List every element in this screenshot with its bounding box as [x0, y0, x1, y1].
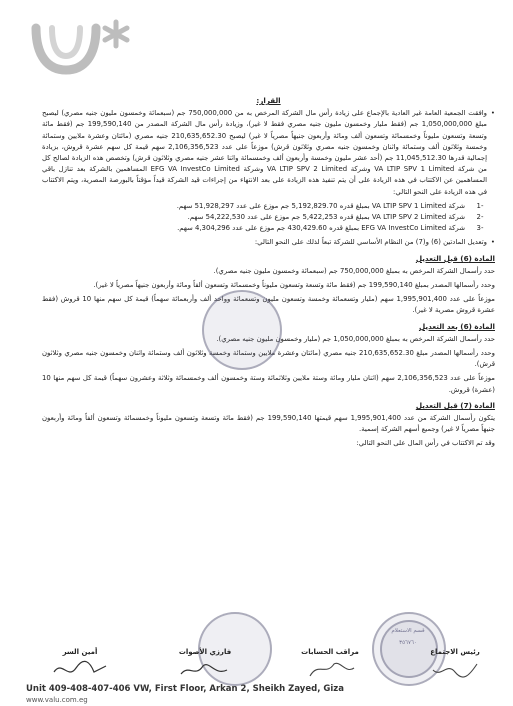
- signature-block-secretary: [40, 648, 120, 680]
- item-text: شركة VA LTIP SPV 2 Limited بمبلغ قدره 5,422,253 جم موزع على عدد 54,222,530 سهم.: [187, 213, 465, 222]
- signature-label: فارزي الأصوات: [178, 648, 232, 656]
- amendment-paragraph: • وتعديل المادتين (6) و(7) من النظام الأساسي للشركة تبعاً لذلك على النحو التالي:: [42, 237, 495, 248]
- article7-before-heading: المادة (7) قبل التعديل: [415, 400, 495, 410]
- item-number: -1: [476, 201, 484, 210]
- article6-after-line: موزعاً على عدد 2,106,356,523 سهم (اثنان مليار ومائة وستة ملايين وثلاثمائة وستة وخمسون ألف وخمسمائة وثلاثة وعشرون سهماً) قيمة كل سهم منها 10 (عشرة) قروش.: [42, 374, 495, 394]
- stamp-text: ٣٥٦٧٦٠: [399, 640, 417, 646]
- signature-label: أمين السر: [62, 648, 98, 656]
- list-item: [42, 223, 495, 234]
- valu-logo: [28, 14, 138, 84]
- handwritten-signature: [300, 658, 360, 680]
- signature-block-vote-counter: [165, 648, 245, 680]
- article6-before-heading: المادة (6) قبل التعديل: [415, 253, 495, 263]
- company-stamp: [202, 290, 282, 370]
- article7-before-line: يتكون رأسمال الشركة من عدد 1,995,901,400 سهم قيمتها 199,590,140 جم (فقط مائة وتسعة وتسعون مليوناً وخمسمائة وتسعون ألفاً ومائة وأربعون جنيهاً مصرياً لا غير) وجميع أسهم الشركة إسمية.: [42, 414, 495, 434]
- signature-label: رئيس الاجتماع: [430, 648, 480, 656]
- footer-address: Unit 409-408-407-406 VW, First Floor, Arkan 2, Sheikh Zayed, Giza: [26, 684, 344, 694]
- item-text: شركة EFG VA InvestCo Limited بمبلغ قدره 430,429.60 جم موزع على عدد 4,304,296 سهم.: [177, 224, 465, 233]
- subscription-list: [42, 201, 495, 235]
- article6-before-line: حدد رأسمال الشركة المرخص به بمبلغ 750,000,000 جم (سبعمائة وخمسون مليون جنيه مصري).: [213, 266, 495, 275]
- item-number: -2: [476, 213, 484, 222]
- signature-row: [40, 648, 495, 680]
- handwritten-signature: [175, 658, 235, 680]
- item-text: شركة VA LTIP SPV 1 Limited بمبلغ قدره 5,192,829.70 جم موزع على عدد 51,928,297 سهم.: [176, 201, 465, 210]
- article7-before-line: وقد تم الاكتتاب في رأس المال على النحو التالي:: [356, 439, 495, 448]
- resolution-title: القرار:: [256, 96, 281, 105]
- signature-label: مراقب الحسابات: [301, 648, 359, 656]
- handwritten-signature: [425, 658, 485, 680]
- signature-block-chair: [415, 648, 495, 680]
- signature-block-auditor: [290, 648, 370, 680]
- list-item: [42, 212, 495, 223]
- article6-after-line: وحدد رأسمالها المصدر مبلغ 210,635,652.30 جنيه مصري (مائتان وعشرة ملايين وستمائة وخمسة وثلاثون ألف وستمائة واثنان وخمسون جنيه مصري وثلاثون قرش).: [42, 349, 495, 369]
- article6-after-line: حدد رأسمال الشركة المرخص به بمبلغ 1,050,000,000 جم (مليار وخمسون مليون جنيه مصري).: [216, 334, 495, 343]
- handwritten-signature: [50, 658, 110, 680]
- stamp-text: قسم الاستعلام: [391, 628, 425, 634]
- resolution-body: [42, 92, 495, 453]
- article6-before-line: موزعاً على عدد 1,995,901,400 سهم (مليار وتسعمائة وخمسة وتسعون مليون وتسعمائة وواحد ألف وأربعمائة سهماً) قيمة كل سهم منها 10 قروش (فقط عشرة قروش مصرية لا غير).: [42, 295, 495, 315]
- resolution-paragraph: • وافقت الجمعية العامة غير العادية بالإجماع على زيادة رأس مال الشركة المرخص به من 750,000,000 جم (سبعمائة وخمسون مليون جنيه مصري) ليصبح مبلغ 1,050,000,000 جم (فقط مليار وخمسون مليون جنيه مصري فقط لا غير)، وزيادة رأس مال الشركة المصدر من 199,590,140 جم (فقط مائة وتسعة وتسعون مليوناً وخمسمائة وتسعون ألف ومائة وأربعون جنيهاً مصرياً لا غير) ليصبح 210,635,652.30 جنيه مصري (مائتان وعشرة ملايين وستمائة وخمسة وثلاثون ألف وستمائة واثنان وخمسون جنيه مصري وثلاثون قرش) موزعاً على عدد 2,106,356,523 سهم قيمة كل سهم عشرة قروش، بزيادة إجمالية قدرها 11,045,512.30 جم (أحد عشر مليون وخمسة وأربعون ألف وخمسمائة واثنا عشر جنيه مصري وثلاثون قرش) وتخصص هذه الزيادة لصالح كل من شركة VA LTIP SPV 1 Limited وشركة VA LTIP SPV 2 Limited وشركة EFG VA InvestCo Limited المساهمين بالشركة بعد تنازل باقي المساهمين عن الاكتتاب في هذه الزيادة على أن يتم تنفيذ هذه الزيادة على بعد الانتهاء من إجراءات قيد الشركة قيداً مؤقتاً بالبورصة المصرية، ويتم الاكتتاب في هذه الزيادة على النحو التالي:: [42, 108, 495, 198]
- item-number: -3: [476, 224, 484, 233]
- list-item: [42, 201, 495, 212]
- article6-before-line: وحدد رأسمالها المصدر بمبلغ 199,590,140 جم (فقط مائة وتسعة وتسعون مليوناً وخمسمائة وتسعون ألفاً ومائة وأربعون جنيهاً مصرياً لا غير).: [93, 281, 495, 290]
- footer-url: www.valu.com.eg: [26, 696, 88, 704]
- article6-after-heading: المادة (6) بعد التعديل: [418, 321, 495, 331]
